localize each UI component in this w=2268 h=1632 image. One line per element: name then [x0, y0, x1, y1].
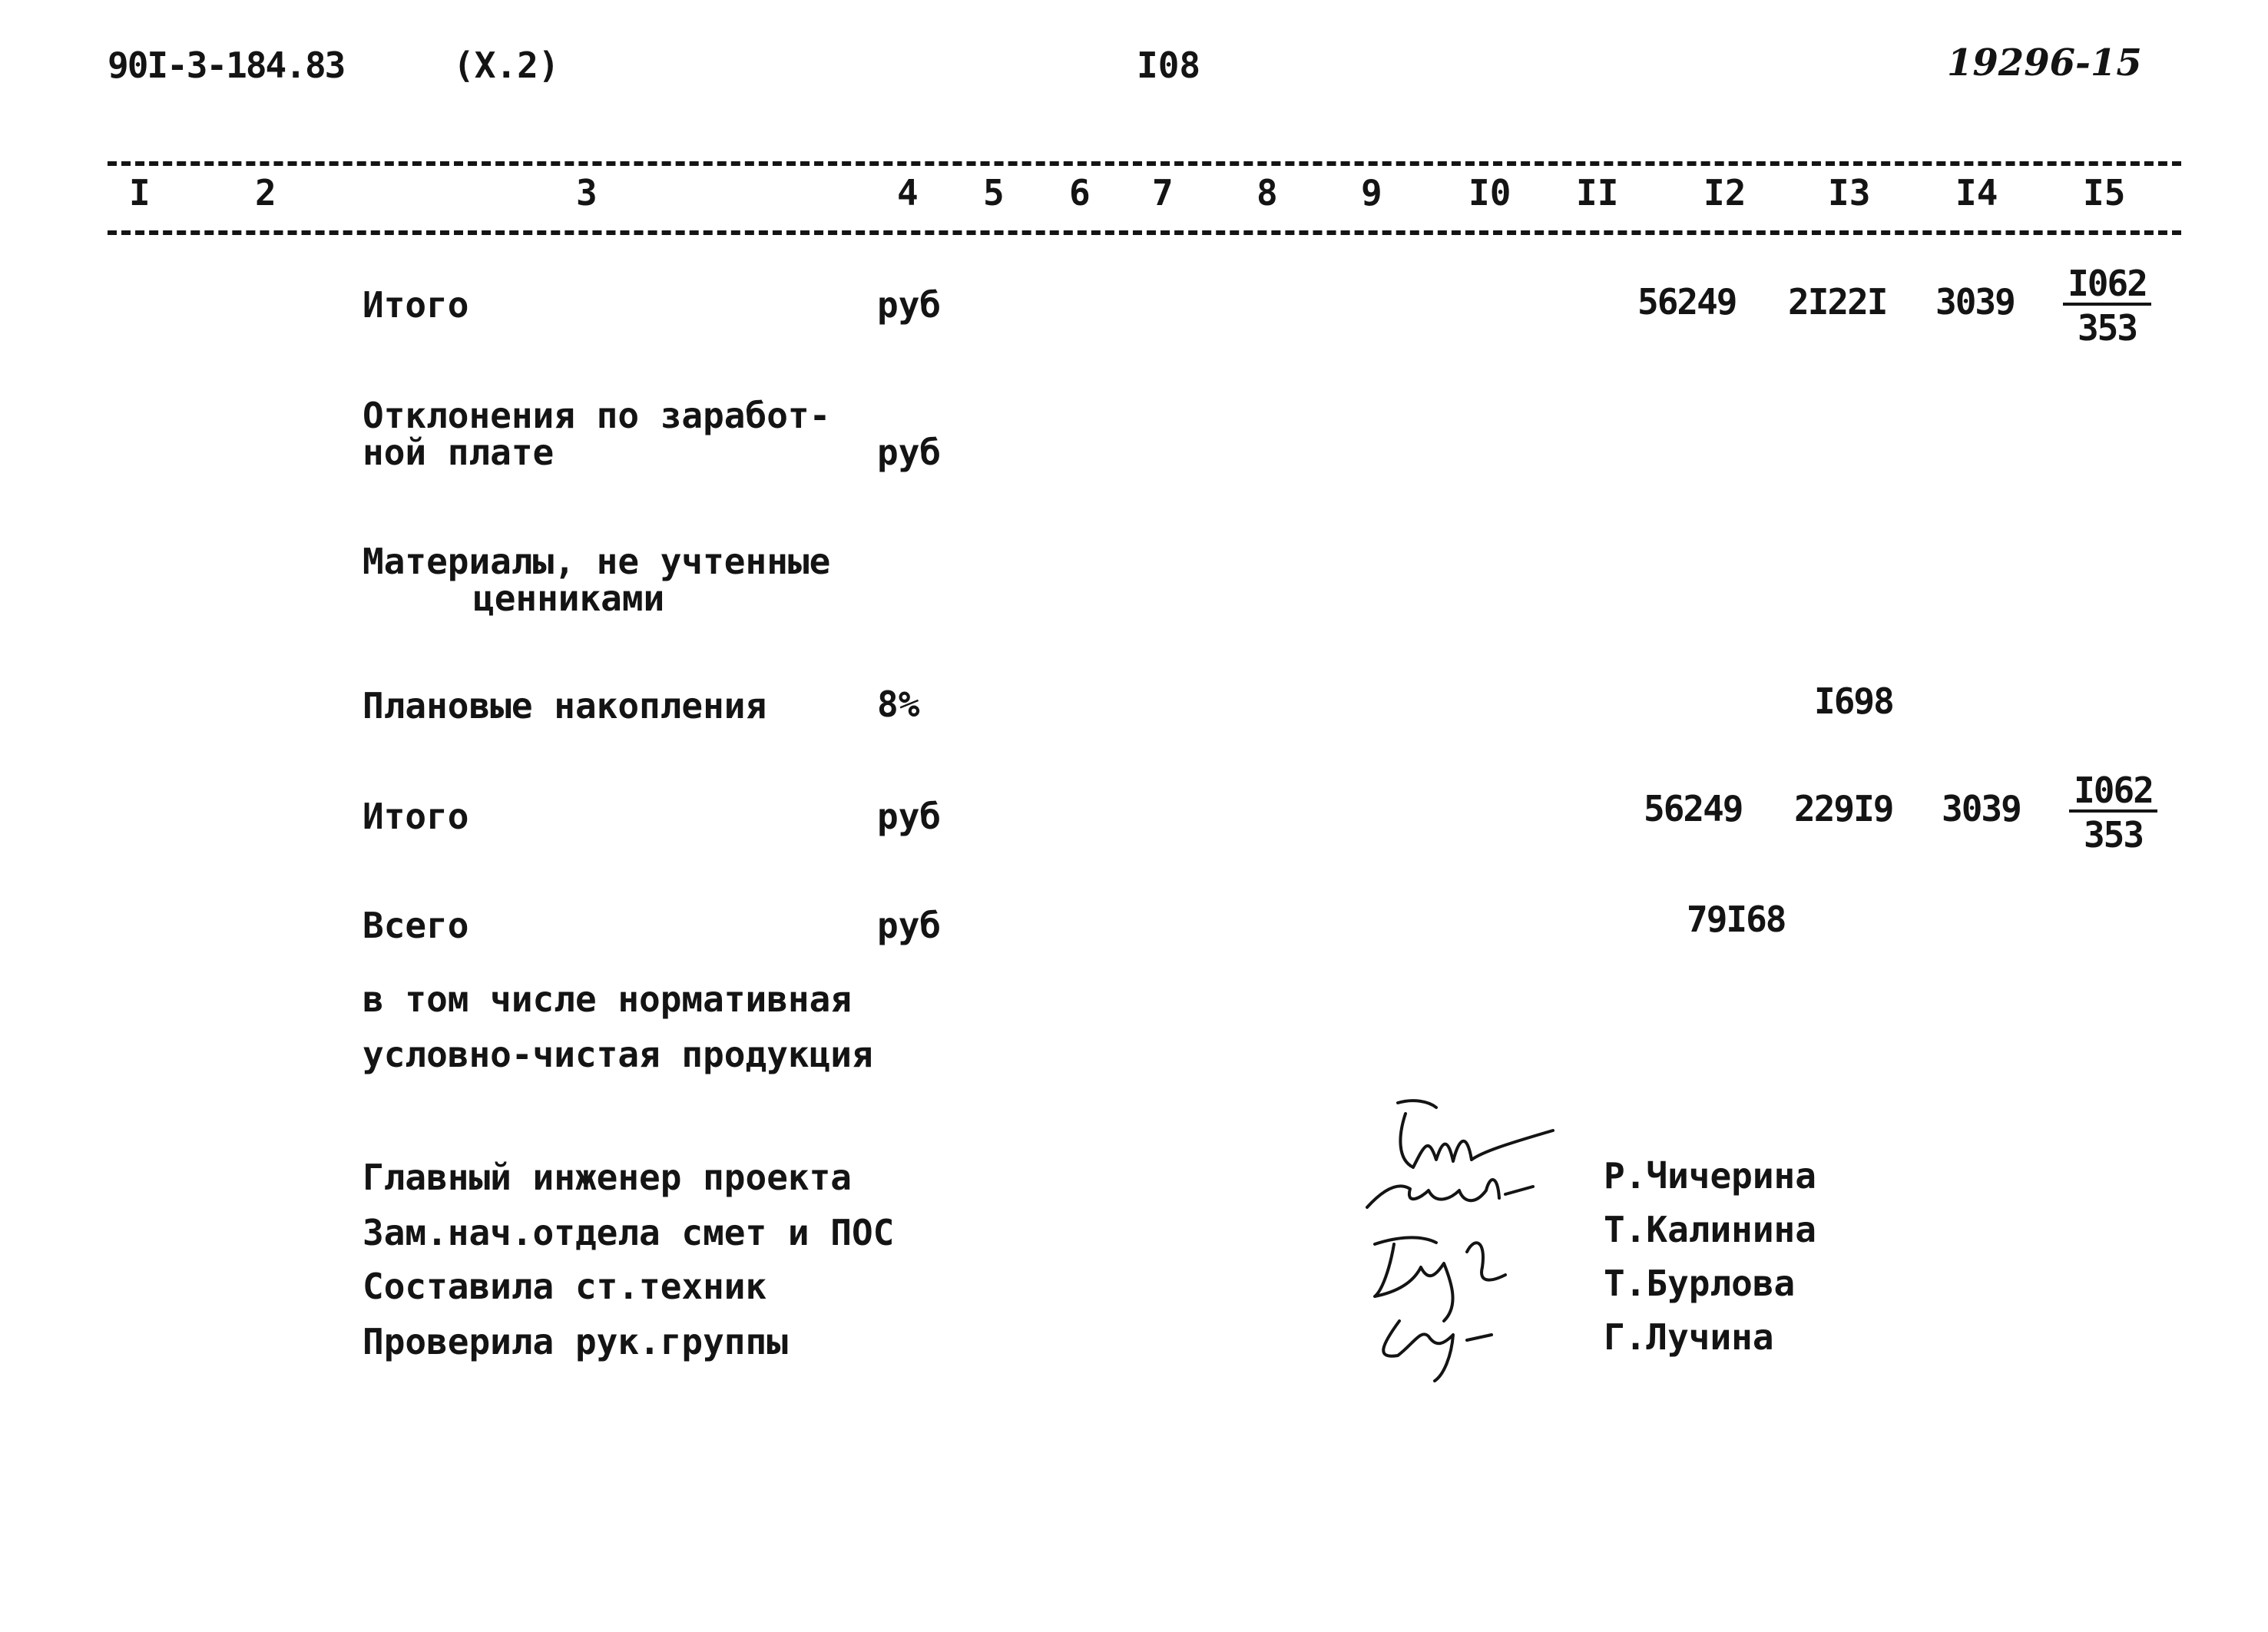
- cell-col13: 2I22I: [1788, 281, 1887, 323]
- column-header: I3: [1828, 172, 1871, 214]
- cell-col12: 56249: [1637, 281, 1737, 323]
- signature-stroke: [1383, 1321, 1492, 1381]
- fraction-numerator: I062: [2069, 773, 2157, 813]
- signature-stroke: [1505, 1187, 1533, 1194]
- row-label-line1: Отклонения по заработ-: [363, 395, 831, 436]
- row-unit: руб: [877, 905, 942, 946]
- column-header: II: [1576, 172, 1619, 214]
- signature-role: Проверила рук.группы: [363, 1321, 788, 1362]
- column-header: I0: [1468, 172, 1511, 214]
- row-label-line2: ной плате: [363, 432, 555, 473]
- archive-number: 19296-15: [1947, 41, 2142, 84]
- header-top-rule: [108, 161, 2181, 166]
- handwritten-signatures: [1352, 1091, 1582, 1382]
- fraction-numerator: I062: [2063, 266, 2151, 306]
- row-unit: руб: [877, 432, 942, 473]
- signature-name: Т.Бурлова: [1604, 1263, 1796, 1304]
- row-unit: руб: [877, 284, 942, 326]
- column-header: I: [129, 172, 151, 214]
- column-header: 4: [897, 172, 919, 214]
- signature-role: Составила ст.техник: [363, 1266, 767, 1307]
- cell-col14: 3039: [1935, 281, 2015, 323]
- album-number: (X.2): [453, 45, 560, 86]
- cell-col12: 56249: [1644, 788, 1743, 829]
- signature-stroke: [1367, 1180, 1499, 1207]
- row-label: Плановые накопления: [363, 685, 767, 727]
- signature-name: Т.Калинина: [1604, 1209, 1816, 1250]
- column-header: 2: [255, 172, 276, 214]
- signature-role: Зам.нач.отдела смет и ПОС: [363, 1212, 895, 1253]
- signature-name: Г.Лучина: [1604, 1316, 1774, 1358]
- signature-role: Главный инженер проекта: [363, 1157, 852, 1198]
- column-header: 3: [576, 172, 598, 214]
- signature-stroke: [1400, 1114, 1553, 1167]
- column-header: 7: [1152, 172, 1174, 214]
- row-label: Всего: [363, 905, 469, 946]
- row-unit: 8%: [877, 684, 920, 725]
- column-header: 9: [1361, 172, 1382, 214]
- document-code: 90I-3-184.83: [108, 45, 345, 86]
- fraction-denominator: 353: [2083, 814, 2144, 856]
- column-header: I2: [1703, 172, 1747, 214]
- column-header: 8: [1257, 172, 1278, 214]
- column-header: 5: [983, 172, 1005, 214]
- row-label: Итого: [363, 284, 469, 326]
- row-unit: руб: [877, 796, 942, 837]
- row-label-line1: в том числе нормативная: [363, 978, 852, 1020]
- row-label-line1: Материалы, не учтенные: [363, 541, 831, 582]
- total-value: 79I68: [1687, 899, 1786, 940]
- column-header: I5: [2083, 172, 2126, 214]
- cell-col15-fraction: [2069, 770, 2157, 856]
- cell-col15-fraction: [2063, 263, 2151, 349]
- row-label-line2: ценниками: [473, 578, 665, 619]
- signature-name: Р.Чичерина: [1604, 1155, 1816, 1197]
- cell-col13: 229I9: [1794, 788, 1893, 829]
- cell-col14: 3039: [1942, 788, 2021, 829]
- signature-stroke: [1375, 1237, 1505, 1321]
- header-bottom-rule: [108, 230, 2181, 235]
- signature-stroke: [1398, 1101, 1436, 1107]
- column-header: I4: [1955, 172, 1998, 214]
- row-label-line2: условно-чистая продукция: [363, 1034, 873, 1075]
- row-label: Итого: [363, 796, 469, 837]
- page-number: I08: [1137, 45, 1201, 86]
- column-header: 6: [1069, 172, 1091, 214]
- cell-col13: I698: [1814, 680, 1893, 722]
- fraction-denominator: 353: [2077, 307, 2137, 349]
